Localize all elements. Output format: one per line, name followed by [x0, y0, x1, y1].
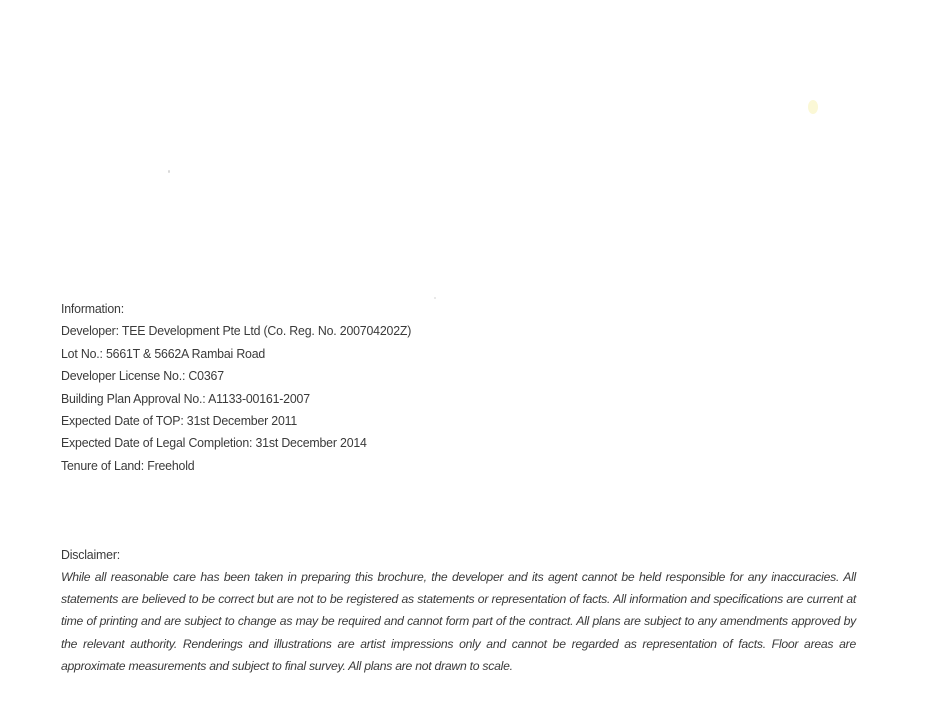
expected-top-line: Expected Date of TOP: 31st December 2011	[61, 413, 298, 429]
developer-license-line: Developer License No.: C0367	[61, 368, 224, 384]
information-heading: Information:	[61, 301, 124, 316]
disclaimer-heading: Disclaimer:	[61, 547, 120, 562]
expected-legal-completion-line: Expected Date of Legal Completion: 31st December 2014	[61, 435, 367, 451]
lot-number-line: Lot No.: 5661T & 5662A Rambai Road	[61, 345, 266, 361]
disclaimer-text: While all reasonable care has been taken in preparing this brochure, the developer and its agent cannot be held responsible for any inaccuracies. All statements are believed to be correct but are not to be registered as statements or representation of facts. All information and specifications are current at time of printing and are subject to change as may be required and cannot form part of the contract. All plans are subject to any amendments approved by the relevant authority. Renderings and illustrations are artist impressions only and cannot be regarded as representation of facts. Floor areas are approximate measurements and subject to final survey. All plans are not drawn to scale.	[61, 570, 856, 673]
scan-speck	[168, 170, 170, 173]
scan-speck	[808, 100, 818, 114]
disclaimer-section	[61, 544, 856, 677]
developer-line: Developer: TEE Development Pte Ltd (Co. Reg. No. 200704202Z)	[61, 323, 412, 339]
tenure-line: Tenure of Land: Freehold	[61, 457, 195, 473]
information-section	[61, 298, 561, 477]
building-plan-approval-line: Building Plan Approval No.: A1133-00161-2007	[61, 390, 310, 406]
